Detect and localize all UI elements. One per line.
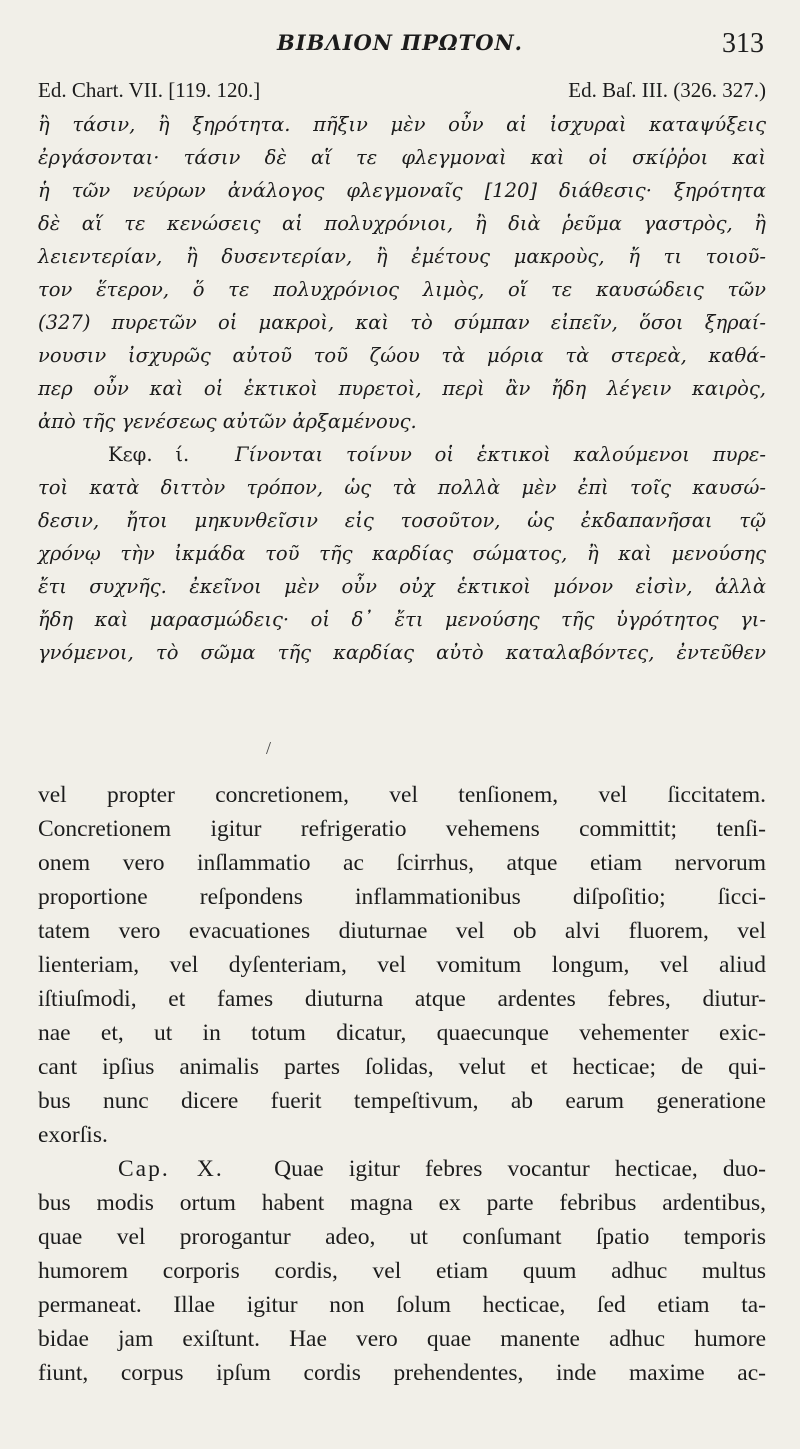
greek-line: γνόμενοι, τὸ σῶμα τῆς καρδίας αὐτὸ καταλαβόντες, ἐντεῦθεν	[38, 641, 766, 664]
greek-line: ἔτι συχνῆς. ἐκεῖνοι μὲν οὖν οὐχ ἑκτικοὶ μόνον εἰσὶν, ἀλλὰ	[38, 575, 766, 598]
latin-line: nae et, ut in totum dicatur, quaecunque vehementer exic-	[38, 1020, 766, 1046]
greek-line: ἡ τῶν νεύρων ἀνάλογος φλεγμοναῖς [120] διάθεσις· ξηρότητα	[38, 179, 766, 202]
greek-line: λειεντερίαν, ἢ δυσεντερίαν, ἢ ἐμέτους μακροὺς, ἤ τι τοιοῦ-	[38, 245, 766, 268]
latin-line: vel propter concretionem, vel tenſionem, vel ſiccitatem.	[38, 782, 766, 808]
latin-line: proportione reſpondens inflammationibus diſpoſitio; ſicci-	[38, 884, 766, 910]
latin-line: bidae jam exiſtunt. Hae vero quae manente adhuc humore	[38, 1326, 766, 1352]
greek-line: χρόνῳ τὴν ἰκμάδα τοῦ τῆς καρδίας σώματος, ἢ καὶ μενούσης	[38, 542, 766, 565]
latin-line: permaneat. Illae igitur non ſolum hecticae, ſed etiam ta-	[38, 1292, 766, 1318]
greek-chapter-heading: Κεφ. ί.	[108, 443, 190, 466]
separator-mark: /	[266, 738, 272, 758]
latin-line: tatem vero evacuationes diuturnae vel ob alvi fluorem, vel	[38, 918, 766, 944]
greek-text-block	[38, 108, 766, 669]
greek-line: νουσιν ἰσχυρῶς αὐτοῦ τοῦ ζώου τὰ μόρια τὰ στερεὰ, καθά-	[38, 344, 766, 367]
latin-line: iſtiuſmodi, et fames diuturna atque ardentes febres, diutur-	[38, 986, 766, 1012]
running-title: ΒΙΒΛΙΟΝ ΠΡΩΤΟΝ.	[277, 30, 523, 55]
edition-basel-reference: Ed. Baſ. III. (326. 327.)	[568, 78, 766, 102]
greek-line: (327) πυρετῶν οἱ μακροὶ, καὶ τὸ σύμπαν εἰπεῖν, ὅσοι ξηραί-	[38, 311, 766, 334]
greek-chapter-opening-line	[38, 438, 766, 471]
edition-chart-reference: Ed. Chart. VII. [119. 120.]	[38, 78, 261, 102]
greek-chapter-first-line: Γίνονται τοίνυν οἱ ἑκτικοὶ καλούμενοι πυρε-	[234, 443, 766, 466]
latin-line: humorem corporis cordis, vel etiam quum adhuc multus	[38, 1258, 766, 1284]
page-header	[0, 22, 800, 62]
latin-line: onem vero inſlammatio ac ſcirrhus, atque etiam nervorum	[38, 850, 766, 876]
latin-line: fiunt, corpus ipſum cordis prehendentes, inde maxime ac-	[38, 1360, 766, 1386]
latin-line: bus modis ortum habent magna ex parte febribus ardentibus,	[38, 1190, 766, 1216]
latin-text-block	[38, 778, 766, 1390]
latin-chapter-first-line: Quae igitur febres vocantur hecticae, duo-	[274, 1156, 767, 1182]
latin-line: cant ipſius animalis partes ſolidas, velut et hecticae; de qui-	[38, 1054, 766, 1080]
latin-line: Concretionem igitur refrigeratio vehemens committit; tenſi-	[38, 816, 766, 842]
latin-line: lienteriam, vel dyſenteriam, vel vomitum longum, vel aliud	[38, 952, 766, 978]
latin-line: exorſis.	[38, 1122, 108, 1148]
greek-line: ἤδη καὶ μαρασμώδεις· οἱ δ᾽ ἔτι μενούσης τῆς ὑγρότητος γι-	[38, 608, 766, 631]
greek-line: δεσιν, ἤτοι μηκυνθεῖσιν εἰς τοσοῦτον, ὡς ἐκδαπανῆσαι τῷ	[38, 509, 766, 532]
latin-chapter-opening-line	[38, 1152, 766, 1186]
greek-line: ἐργάσονται· τάσιν δὲ αἵ τε φλεγμοναὶ καὶ οἱ σκίῤῥοι καὶ	[38, 146, 766, 169]
page-number: 313	[722, 28, 764, 59]
latin-line: quae vel prorogantur adeo, ut conſumant ſpatio temporis	[38, 1224, 766, 1250]
greek-line: ἀπὸ τῆς γενέσεως αὐτῶν ἀρξαμένους.	[38, 410, 417, 433]
greek-line: ἢ τάσιν, ἢ ξηρότητα. πῆξιν μὲν οὖν αἱ ἰσχυραὶ καταψύξεις	[38, 113, 766, 136]
greek-line: περ οὖν καὶ οἱ ἑκτικοὶ πυρετοὶ, περὶ ἂν ἤδη λέγειν καιρὸς,	[38, 377, 766, 400]
latin-chapter-heading: Cap. X.	[118, 1156, 224, 1182]
latin-line: bus nunc dicere fuerit tempeſtivum, ab earum generatione	[38, 1088, 766, 1114]
edition-reference-line	[38, 78, 766, 108]
greek-line: δὲ αἵ τε κενώσεις αἱ πολυχρόνιοι, ἢ διὰ ῥεῦμα γαστρὸς, ἢ	[38, 212, 766, 235]
greek-line: τοὶ κατὰ διττὸν τρόπον, ὡς τὰ πολλὰ μὲν ἐπὶ τοῖς καυσώ-	[38, 476, 766, 499]
greek-line: τον ἕτερον, ὅ τε πολυχρόνιος λιμὸς, οἵ τε καυσώδεις τῶν	[38, 278, 766, 301]
